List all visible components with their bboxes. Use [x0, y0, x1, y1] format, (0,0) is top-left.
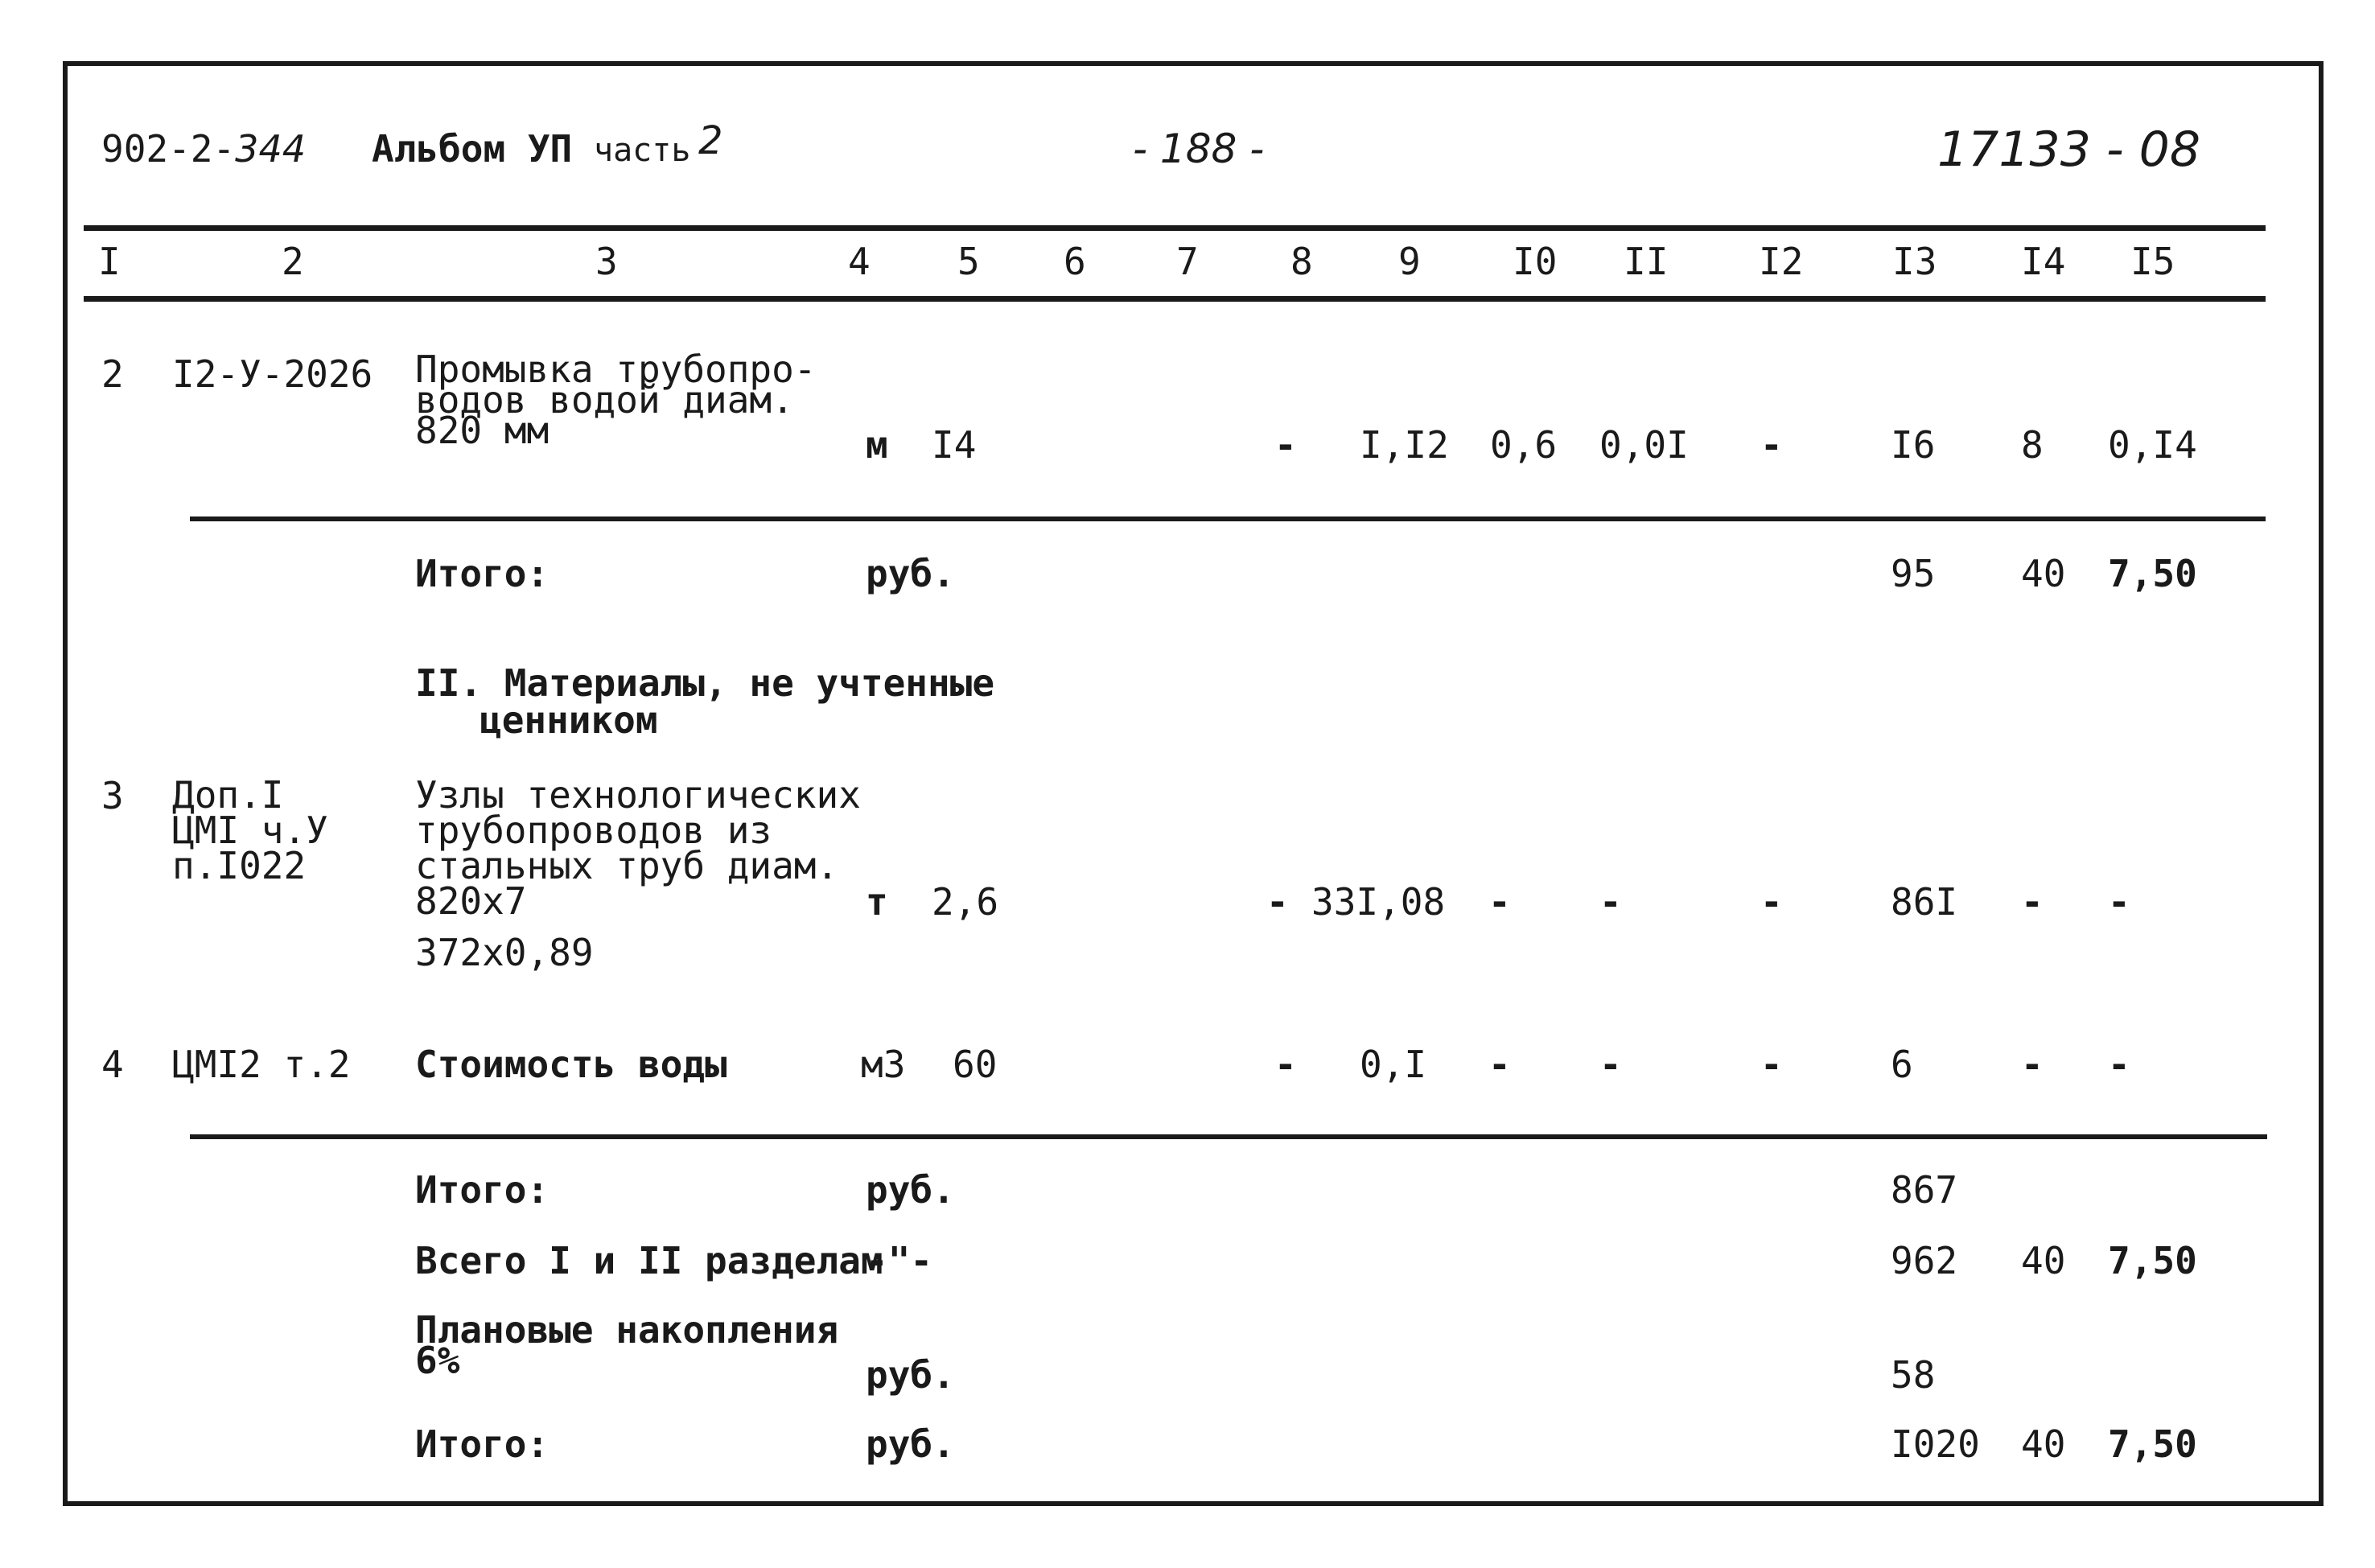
row-col12: - — [1760, 880, 1783, 924]
row-qty: 60 — [953, 1043, 998, 1086]
row-col14: - — [2021, 1043, 2044, 1086]
row-col15: - — [2108, 880, 2130, 924]
subtotal-col13: 95 — [1891, 552, 1936, 595]
total-col15: 7,50 — [2108, 1239, 2197, 1282]
subtotal-unit: руб. — [866, 552, 955, 595]
row-col10: 0,6 — [1490, 423, 1558, 467]
album-label: Альбом УП — [372, 127, 573, 171]
row-col13: 86I — [1891, 880, 1958, 924]
row-col14: - — [2021, 880, 2044, 924]
subtotal-label: Итого: — [415, 1168, 550, 1212]
row-col13: I6 — [1891, 423, 1936, 467]
part-number: 2 — [698, 118, 723, 163]
grand-total-col15: 7,50 — [2108, 1422, 2197, 1466]
col-header-14: I4 — [2021, 240, 2066, 283]
row-col9: 0,I — [1360, 1043, 1427, 1086]
row-code: I2-У-2026 — [172, 352, 373, 396]
row-name: Узлы технологических трубопроводов из стальных труб диам. 820х7 372х0,89 — [415, 773, 861, 974]
row-code: ЦМI2 т.2 — [172, 1043, 351, 1086]
doc-number: 17133 - 08 — [1937, 121, 2201, 178]
grand-total-col13: I020 — [1891, 1422, 1980, 1466]
col-header-3: 3 — [595, 240, 618, 283]
col-header-5: 5 — [957, 240, 980, 283]
row-name: Стоимость воды — [415, 1043, 727, 1086]
section-rule-1 — [190, 516, 2266, 521]
total-col13: 962 — [1891, 1239, 1958, 1282]
row-col11: - — [1599, 1043, 1622, 1086]
subtotal-col13: 867 — [1891, 1168, 1958, 1212]
col-header-13: I3 — [1892, 240, 1937, 283]
row-col10: - — [1488, 880, 1511, 924]
col-header-9: 9 — [1398, 240, 1421, 283]
total-col14: 40 — [2021, 1239, 2066, 1282]
row-col12: - — [1760, 1043, 1783, 1086]
row-col14: 8 — [2021, 423, 2044, 467]
part-label: часть — [594, 132, 691, 169]
row-unit: т — [866, 880, 888, 924]
col-header-6: 6 — [1064, 240, 1086, 283]
col-header-10: I0 — [1513, 240, 1558, 283]
row-unit: м3 — [861, 1043, 906, 1086]
row-col12: - — [1760, 423, 1783, 467]
total-ditto: -"- — [866, 1239, 933, 1282]
row-col13: 6 — [1891, 1043, 1913, 1086]
col-header-12: I2 — [1759, 240, 1804, 283]
col-header-8: 8 — [1290, 240, 1313, 283]
header-bottom-rule — [84, 296, 2266, 302]
row-code: Доп.I ЦМI ч.У п.I022 — [172, 773, 328, 887]
col-header-11: II — [1624, 240, 1669, 283]
row-number: 4 — [101, 1043, 124, 1086]
row-qty: 2,6 — [932, 880, 999, 924]
row-qty: I4 — [932, 423, 977, 467]
col-header-1: I — [98, 240, 121, 283]
row-col11: - — [1599, 880, 1622, 924]
row-col11: 0,0I — [1599, 423, 1689, 467]
row-col8: - — [1274, 423, 1297, 467]
page-number: - 188 - — [1133, 126, 1265, 172]
row-col15: - — [2108, 1043, 2130, 1086]
section-heading: II. Материалы, не учтенные ценником — [415, 661, 995, 742]
project-code: 902-2-344 — [101, 127, 306, 171]
planned-savings-label: Плановые накопления 6% — [415, 1308, 839, 1382]
header-top-rule — [84, 225, 2266, 231]
planned-savings-col13: 58 — [1891, 1353, 1936, 1397]
row-unit: м — [866, 423, 888, 467]
subtotal-col14: 40 — [2021, 552, 2066, 595]
row-number: 2 — [101, 352, 124, 396]
planned-savings-unit: руб. — [866, 1353, 955, 1397]
subtotal-label: Итого: — [415, 552, 550, 595]
col-header-15: I5 — [2130, 240, 2175, 283]
subtotal-unit: руб. — [866, 1168, 955, 1212]
col-header-7: 7 — [1176, 240, 1199, 283]
row-col10: - — [1488, 1043, 1511, 1086]
row-number: 3 — [101, 774, 124, 817]
subtotal-col15: 7,50 — [2108, 552, 2197, 595]
section-rule-2 — [190, 1134, 2267, 1139]
grand-total-unit: руб. — [866, 1422, 955, 1466]
row-col15: 0,I4 — [2108, 423, 2197, 467]
col-header-2: 2 — [282, 240, 304, 283]
row-name: Промывка трубопро- водов водой диам. 820 мм — [415, 348, 817, 452]
total-label: Всего I и II разделам — [415, 1239, 883, 1282]
row-col9: I,I2 — [1360, 423, 1449, 467]
row-col8: - — [1274, 1043, 1297, 1086]
project-code-handwritten: 344 — [235, 127, 306, 171]
col-header-4: 4 — [848, 240, 871, 283]
row-col8: - — [1266, 880, 1289, 924]
grand-total-col14: 40 — [2021, 1422, 2066, 1466]
row-col9: 33I,08 — [1311, 880, 1446, 924]
grand-total-label: Итого: — [415, 1422, 550, 1466]
